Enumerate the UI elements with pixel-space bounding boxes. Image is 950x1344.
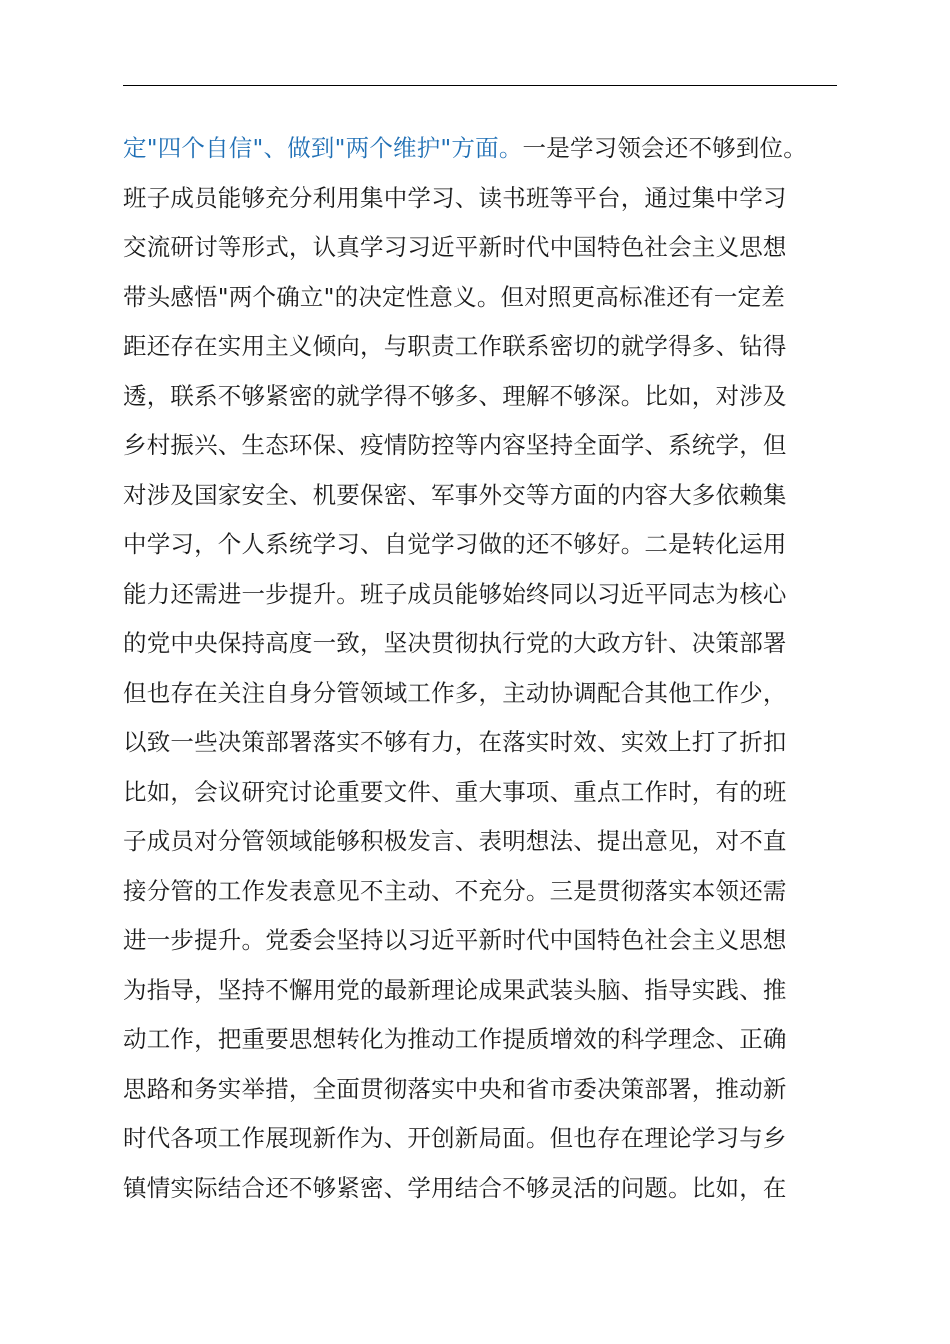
text-line: 动工作，把重要思想转化为推动工作提质增效的科学理念、正确 — [123, 1025, 787, 1053]
text-line: 以致一些决策部署落实不够有力，在落实时效、实效上打了折扣 — [123, 728, 787, 756]
text-line: 思路和务实举措，全面贯彻落实中央和省市委决策部署，推动新 — [123, 1074, 787, 1103]
text-line: 带头感悟"两个确立"的决定性意义。但对照更高标准还有一定差 — [123, 282, 785, 311]
text-line-1-rest: 一是学习领会还不够到位。 — [522, 134, 807, 162]
text-line: 透，联系不够紧密的就学得不够多、理解不够深。比如，对涉及 — [123, 381, 787, 410]
text-line: 但也存在关注自身分管领域工作多，主动协调配合其他工作少， — [123, 678, 787, 707]
text-line: 的党中央保持高度一致，坚决贯彻执行党的大政方针、决策部署 — [123, 629, 787, 657]
text-line: 班子成员能够充分利用集中学习、读书班等平台，通过集中学习 — [123, 183, 787, 212]
text-line: 乡村振兴、生态环保、疫情防控等内容坚持全面学、系统学，但 — [123, 431, 787, 459]
text-line-1 — [123, 124, 863, 174]
text-line: 时代各项工作展现新作为、开创新局面。但也存在理论学习与乡 — [123, 1124, 787, 1152]
text-line: 镇情实际结合还不够紧密、学用结合不够灵活的问题。比如，在 — [123, 1173, 787, 1202]
header-rule — [123, 85, 837, 86]
text-line: 进一步提升。党委会坚持以习近平新时代中国特色社会主义思想 — [123, 926, 787, 954]
text-line: 能力还需进一步提升。班子成员能够始终同以习近平同志为核心 — [123, 579, 787, 608]
text-line: 中学习，个人系统学习、自觉学习做的还不够好。二是转化运用 — [123, 530, 787, 558]
highlighted-heading-text: 定"四个自信"、做到"两个维护"方面。 — [123, 134, 523, 162]
document-body — [123, 124, 863, 1213]
text-line: 距还存在实用主义倾向，与职责工作联系密切的就学得多、钻得 — [123, 332, 787, 360]
text-line: 为指导，坚持不懈用党的最新理论成果武装头脑、指导实践、推 — [123, 975, 787, 1004]
text-line: 对涉及国家安全、机要保密、军事外交等方面的内容大多依赖集 — [123, 480, 787, 509]
text-line: 交流研讨等形式，认真学习习近平新时代中国特色社会主义思想 — [123, 233, 787, 261]
text-line: 子成员对分管领域能够积极发言、表明想法、提出意见，对不直 — [123, 827, 787, 855]
text-line: 比如，会议研究讨论重要文件、重大事项、重点工作时，有的班 — [123, 777, 787, 806]
text-line: 接分管的工作发表意见不主动、不充分。三是贯彻落实本领还需 — [123, 876, 787, 905]
